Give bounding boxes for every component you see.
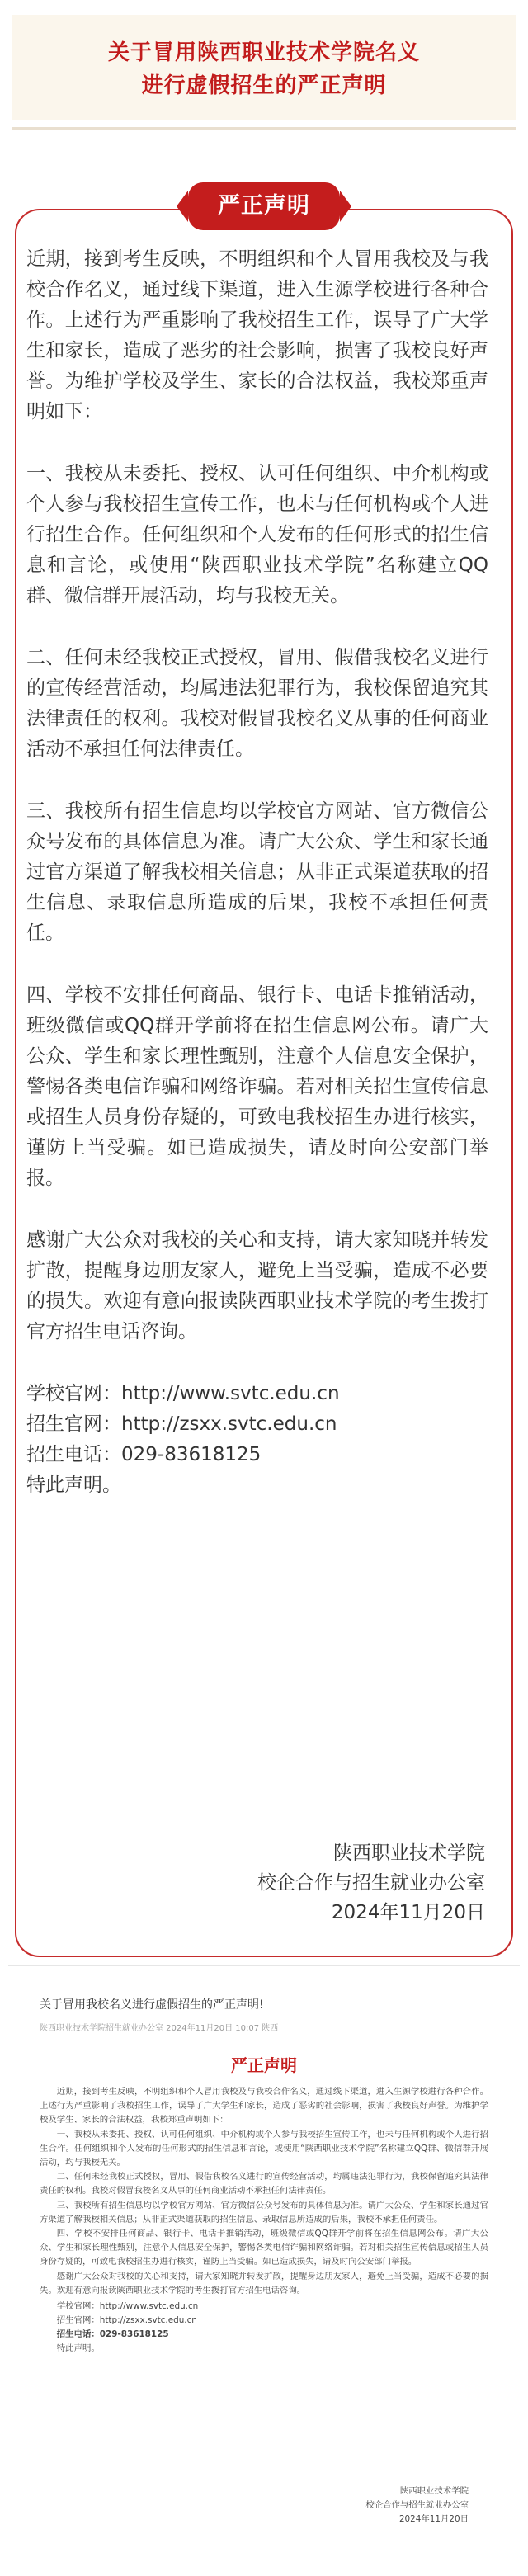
screenshot-paragraph: 四、学校不安排任何商品、银行卡、电话卡推销活动，班级微信或QQ群开学前将在招生信息网公布。请广大公众、学生和家长理性甄别，注意个人信息安全保护，警惕各类电信诈骗和网络诈骗。若对相关招生宣传信息或招生人员身份存疑的，可致电我校招生办进行核实，谨防上当受骗。如已造成损失，请及时向公安部门举报。 <box>40 2229 488 2267</box>
school-website[interactable]: 学校官网：http://www.svtc.edu.cn <box>26 1383 340 1404</box>
title-line-2: 进行虚假招生的严正声明 <box>141 73 387 98</box>
paragraph-intro: 近期，接到考生反映，不明组织和个人冒用我校及与我校合作名义，通过线下渠道，进入生源学校进行各种合作。上述行为严重影响了我校招生工作，误导了广大学生和家长，造成了恶劣的社会影响，损害了我校良好声誉。为维护学校及学生、家长的合法权益，我校郑重声明如下： <box>26 248 488 422</box>
screenshot-signature-office: 校企合作与招生就业办公室 <box>365 2500 469 2510</box>
screenshot-title: 关于冒用我校名义进行虚假招生的严正声明! <box>40 1998 264 2012</box>
paragraph-2: 二、任何未经我校正式授权，冒用、假借我校名义进行的宣传经营活动，均属违法犯罪行为，我校保留追究其法律责任的权利。我校对假冒我校名义从事的任何商业活动不承担任何法律责任。 <box>26 647 488 760</box>
paragraph-4: 四、学校不安排任何商品、银行卡、电话卡推销活动，班级微信或QQ群开学前将在招生信息网公布。请广大公众、学生和家长理性甄别，注意个人信息安全保护，警惕各类电信诈骗和网络诈骗。若对相关招生宣传信息或招生人员身份存疑的，可致电我校招生办进行核实，谨防上当受骗。如已造成损失，请及时向公安部门举报。 <box>26 984 488 1189</box>
page-title <box>12 36 516 102</box>
signature-block <box>257 1838 485 1927</box>
screenshot-paragraph: 二、任何未经我校正式授权，冒用、假借我校名义进行的宣传经营活动，均属违法犯罪行为，我校保留追究其法律责任的权利。我校对假冒我校名义从事的任何商业活动不承担任何法律责任。 <box>40 2172 488 2196</box>
screenshot-paragraph: 一、我校从未委托、授权、认可任何组织、中介机构或个人参与我校招生宣传工作，也未与任何机构或个人进行招生合作。任何组织和个人发布的任何形式的招生信息和言论，或使用“陕西职业技术学院”名称建立QQ群、微信群开展活动，均与我校无关。 <box>40 2129 488 2168</box>
screenshot-paragraph: 近期，接到考生反映，不明组织和个人冒用我校及与我校合作名义，通过线下渠道，进入生源学校进行各种合作。上述行为严重影响了我校招生工作，误导了广大学生和家长，造成了恶劣的社会影响，损害了我校良好声誉。为维护学校及学生、家长的合法权益，我校郑重声明如下： <box>40 2087 488 2125</box>
screenshot-phone: 招生电话：029-83618125 <box>56 2329 169 2340</box>
closing-line: 特此声明。 <box>26 1474 121 1496</box>
signature-office: 校企合作与招生就业办公室 <box>257 1872 485 1894</box>
admission-website[interactable]: 招生官网：http://zsxx.svtc.edu.cn <box>26 1413 337 1435</box>
screenshot-signature-date: 2024年11月20日 <box>398 2514 469 2524</box>
paragraph-thanks: 感谢广大公众对我校的关心和支持，请大家知晓并转发扩散，提醒身边朋友家人，避免上当受骗，造成不必要的损失。欢迎有意向报读陕西职业技术学院的考生拨打官方招生电话咨询。 <box>26 1229 488 1342</box>
paragraph-3: 三、我校所有招生信息均以学校官方网站、官方微信公众号发布的具体信息为准。请广大公众、学生和家长通过官方渠道了解我校相关信息；从非正式渠道获取的招生信息、录取信息所造成的后果，我校不承担任何责任。 <box>26 800 488 944</box>
screenshot-heading: 严正声明 <box>231 2055 297 2075</box>
screenshot-contacts <box>40 2300 488 2356</box>
screenshot-signature-school: 陕西职业技术学院 <box>399 2486 469 2496</box>
embedded-article-screenshot <box>8 1965 520 2559</box>
admission-phone[interactable]: 招生电话：029-83618125 <box>26 1444 262 1465</box>
screenshot-paragraph: 三、我校所有招生信息均以学校官方网站、官方微信公众号发布的具体信息为准。请广大公众、学生和家长通过官方渠道了解我校相关信息；从非正式渠道获取的招生信息、录取信息所造成的后果，我校不承担任何责任。 <box>40 2200 488 2225</box>
header-divider <box>12 127 516 130</box>
signature-date: 2024年11月20日 <box>331 1902 485 1923</box>
statement-badge: 严正声明 <box>188 182 340 230</box>
screenshot-school-website: 学校官网：http://www.svtc.edu.cn <box>56 2301 199 2312</box>
statement-body <box>26 244 488 1501</box>
screenshot-paragraph: 感谢广大公众对我校的关心和支持，请大家知晓并转发扩散，提醒身边朋友家人，避免上当受骗，造成不必要的损失。欢迎有意向报读陕西职业技术学院的考生拨打官方招生电话咨询。 <box>40 2271 488 2295</box>
title-line-1: 关于冒用陕西职业技术学院名义 <box>107 40 420 65</box>
screenshot-meta: 陕西职业技术学院招生就业办公室 2024年11月20日 10:07 陕西 <box>40 2024 279 2033</box>
screenshot-admission-website: 招生官网：http://zsxx.svtc.edu.cn <box>56 2315 197 2326</box>
paragraph-1: 一、我校从未委托、授权、认可任何组织、中介机构或个人参与我校招生宣传工作，也未与任何机构或个人进行招生合作。任何组织和个人发布的任何形式的招生信息和言论，或使用“陕西职业技术学院”名称建立QQ群、微信群开展活动，均与我校无关。 <box>26 463 488 606</box>
contact-block <box>26 1379 488 1501</box>
screenshot-closing: 特此声明。 <box>56 2343 100 2354</box>
signature-school: 陕西职业技术学院 <box>333 1842 485 1864</box>
screenshot-signature <box>365 2484 469 2526</box>
header-banner <box>12 15 516 130</box>
screenshot-body <box>40 2085 488 2356</box>
